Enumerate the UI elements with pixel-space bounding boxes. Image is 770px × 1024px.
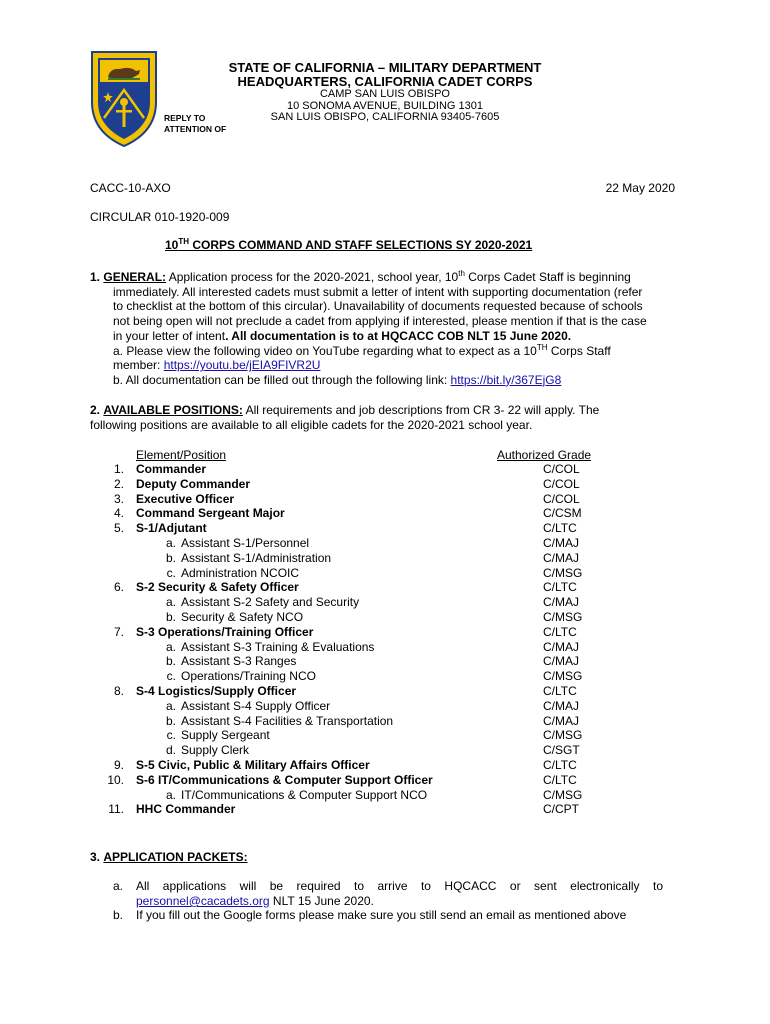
- packets-heading: APPLICATION PACKETS:: [103, 850, 248, 864]
- packets-item-a-marker: a.: [113, 879, 124, 893]
- letterhead-state: STATE OF CALIFORNIA – MILITARY DEPARTMENT: [228, 60, 542, 75]
- position-grade: C/MSG: [543, 728, 583, 743]
- office-symbol: CACC-10-AXO: [90, 181, 171, 195]
- position-grade: C/COL: [543, 491, 580, 506]
- position-grade: C/LTC: [543, 624, 577, 639]
- position-row: [0, 654, 770, 669]
- position-grade: C/LTC: [543, 772, 577, 787]
- position-title: S-4 Logistics/Supply Officer: [136, 684, 297, 698]
- position-row: [0, 566, 770, 581]
- positions-list: [0, 462, 770, 822]
- position-row: [0, 625, 770, 640]
- position-title: Assistant S-3 Training & Evaluations: [181, 639, 375, 654]
- position-title: Supply Clerk: [181, 743, 250, 758]
- personnel-email-link[interactable]: personnel@cacadets.org: [136, 894, 270, 908]
- position-number: a.: [165, 536, 176, 550]
- position-title: IT/Communications & Computer Support NCO: [181, 787, 428, 802]
- section-positions: 2. AVAILABLE POSITIONS: All requirements and job descriptions from CR 3- 22 will apply. The following positions are available to all eligible cadets for the 2020-2021 school year.: [90, 403, 600, 432]
- position-title: Assistant S-4 Supply Officer: [181, 698, 331, 713]
- position-grade: C/MAJ: [543, 536, 579, 550]
- section-general: 1. GENERAL: Application process for the 2020-2021, school year, 10th Corps Cadet Staff is beginning immediately. All interested cadets must submit a letter of intent with supporting documentation (refer to checklist at the bottom of this circular). Unavailability of documents requested because of schools not being open will not preclude a cadet from applying if interested, please mention if that is the case in your letter of intent. All documentation is to at HQCACC COB NLT 15 June 2020. a. Please view the following video on YouTube regarding what to expect as a 10TH Corps Staff member: https://youtu.be/jEIA9FIVR2U b. All documentation can be filled out through the following link: https://bit.ly/367EjG8: [90, 269, 647, 387]
- position-title: Deputy Commander: [136, 476, 251, 491]
- position-title: Commander: [136, 462, 207, 476]
- position-row: [0, 610, 770, 625]
- position-row: [0, 728, 770, 743]
- position-number: c.: [166, 565, 176, 580]
- position-number: 10.: [107, 772, 124, 787]
- position-title: Supply Sergeant: [181, 728, 270, 743]
- position-row: [0, 684, 770, 699]
- position-grade: C/MAJ: [543, 713, 579, 728]
- position-grade: C/LTC: [543, 580, 577, 595]
- position-title: Administration NCOIC: [181, 565, 300, 580]
- position-title: Command Sergeant Major: [136, 506, 285, 521]
- position-number: 5.: [113, 521, 124, 536]
- letterhead-camp: CAMP SAN LUIS OBISPO: [319, 88, 450, 100]
- subject-line: 10TH CORPS COMMAND AND STAFF SELECTIONS SY 2020-2021: [165, 237, 533, 252]
- position-grade: C/LTC: [543, 758, 577, 772]
- position-grade: C/LTC: [543, 684, 577, 698]
- position-grade: C/SGT: [543, 743, 580, 758]
- position-grade: C/CSM: [543, 506, 582, 521]
- packets-item-a-line2: personnel@cacadets.org NLT 15 June 2020.: [136, 894, 374, 908]
- position-row: [0, 714, 770, 729]
- reply-to: REPLY TO: [164, 113, 206, 123]
- position-number: 8.: [113, 684, 124, 698]
- position-grade: C/LTC: [543, 521, 577, 536]
- packets-item-b-marker: b.: [113, 908, 124, 922]
- position-title: Executive Officer: [136, 491, 235, 506]
- position-title: S-3 Operations/Training Officer: [136, 624, 314, 639]
- position-number: 1.: [113, 462, 124, 476]
- position-grade: C/MSG: [543, 565, 583, 580]
- position-number: 7.: [113, 624, 124, 639]
- position-row: [0, 477, 770, 492]
- position-row: [0, 580, 770, 595]
- position-title: S-6 IT/Communications & Computer Support Officer: [136, 772, 433, 787]
- position-number: a.: [165, 787, 176, 802]
- position-row: [0, 699, 770, 714]
- position-grade: C/MAJ: [543, 654, 579, 669]
- position-grade: C/MSG: [543, 610, 583, 624]
- position-title: HHC Commander: [136, 802, 236, 817]
- position-grade: C/COL: [543, 476, 580, 491]
- position-number: c.: [166, 728, 176, 743]
- position-row: [0, 788, 770, 803]
- position-title: S-1/Adjutant: [136, 521, 207, 536]
- position-number: 6.: [113, 580, 124, 595]
- position-title: Security & Safety NCO: [181, 610, 304, 624]
- section-packets: 3. APPLICATION PACKETS:: [90, 850, 248, 864]
- position-row: [0, 595, 770, 610]
- position-number: 4.: [113, 506, 124, 521]
- position-grade: C/MAJ: [543, 698, 579, 713]
- documentation-link[interactable]: https://bit.ly/367EjG8: [450, 372, 562, 387]
- position-row: [0, 551, 770, 566]
- position-title: S-2 Security & Safety Officer: [136, 580, 299, 595]
- general-heading: GENERAL:: [103, 270, 167, 284]
- column-header-element: Element/Position: [136, 448, 227, 462]
- position-grade: C/MAJ: [543, 550, 579, 565]
- position-grade: C/MSG: [543, 669, 583, 684]
- position-row: [0, 521, 770, 536]
- california-cadet-corps-seal: [90, 50, 158, 148]
- position-grade: C/CPT: [543, 802, 579, 817]
- position-grade: C/MAJ: [543, 639, 579, 654]
- positions-heading: AVAILABLE POSITIONS:: [103, 403, 243, 417]
- packets-item-b-text: If you fill out the Google forms please make sure you still send an email as mentioned above: [136, 908, 627, 922]
- position-title: Assistant S-4 Facilities & Transportation: [181, 713, 394, 728]
- position-row: [0, 758, 770, 773]
- position-number: 11.: [108, 802, 124, 817]
- position-row: [0, 462, 770, 477]
- position-number: 3.: [113, 491, 124, 506]
- position-number: 2.: [113, 476, 124, 491]
- position-title: Assistant S-1/Personnel: [181, 536, 310, 550]
- position-title: Operations/Training NCO: [181, 669, 316, 684]
- position-title: S-5 Civic, Public & Military Affairs Officer: [136, 758, 370, 772]
- position-number: a.: [165, 639, 176, 654]
- position-row: [0, 773, 770, 788]
- position-number: b.: [165, 654, 176, 669]
- position-number: d.: [165, 743, 176, 758]
- position-row: [0, 492, 770, 507]
- position-title: Assistant S-3 Ranges: [181, 654, 297, 669]
- position-row: [0, 669, 770, 684]
- memo-date: 22 May 2020: [605, 181, 675, 195]
- letterhead-hq: HEADQUARTERS, CALIFORNIA CADET CORPS: [237, 74, 533, 89]
- position-number: b.: [165, 713, 176, 728]
- position-number: a.: [165, 698, 176, 713]
- position-row: [0, 506, 770, 521]
- letterhead-street: 10 SONOMA AVENUE, BUILDING 1301: [286, 100, 484, 112]
- position-number: b.: [165, 610, 176, 624]
- position-number: 9.: [113, 758, 124, 772]
- position-grade: C/MSG: [543, 787, 583, 802]
- column-header-grade: Authorized Grade: [497, 448, 592, 462]
- position-grade: C/COL: [543, 462, 580, 476]
- position-row: [0, 640, 770, 655]
- position-row: [0, 536, 770, 551]
- letterhead-city: SAN LUIS OBISPO, CALIFORNIA 93405-7605: [270, 111, 500, 123]
- position-grade: C/MAJ: [543, 595, 579, 610]
- position-title: Assistant S-1/Administration: [181, 550, 332, 565]
- position-row: [0, 743, 770, 758]
- position-row: [0, 802, 770, 817]
- position-number: c.: [166, 669, 176, 684]
- position-number: b.: [165, 550, 176, 565]
- attention-of: ATTENTION OF: [164, 124, 227, 134]
- youtube-link[interactable]: https://youtu.be/jEIA9FIVR2U: [163, 358, 321, 373]
- position-number: a.: [165, 595, 176, 610]
- packets-item-a-text: All applications will be required to arrive to HQCACC or sent electronically to: [136, 879, 663, 893]
- position-title: Assistant S-2 Safety and Security: [181, 595, 360, 610]
- circular-number: CIRCULAR 010-1920-009: [90, 210, 230, 224]
